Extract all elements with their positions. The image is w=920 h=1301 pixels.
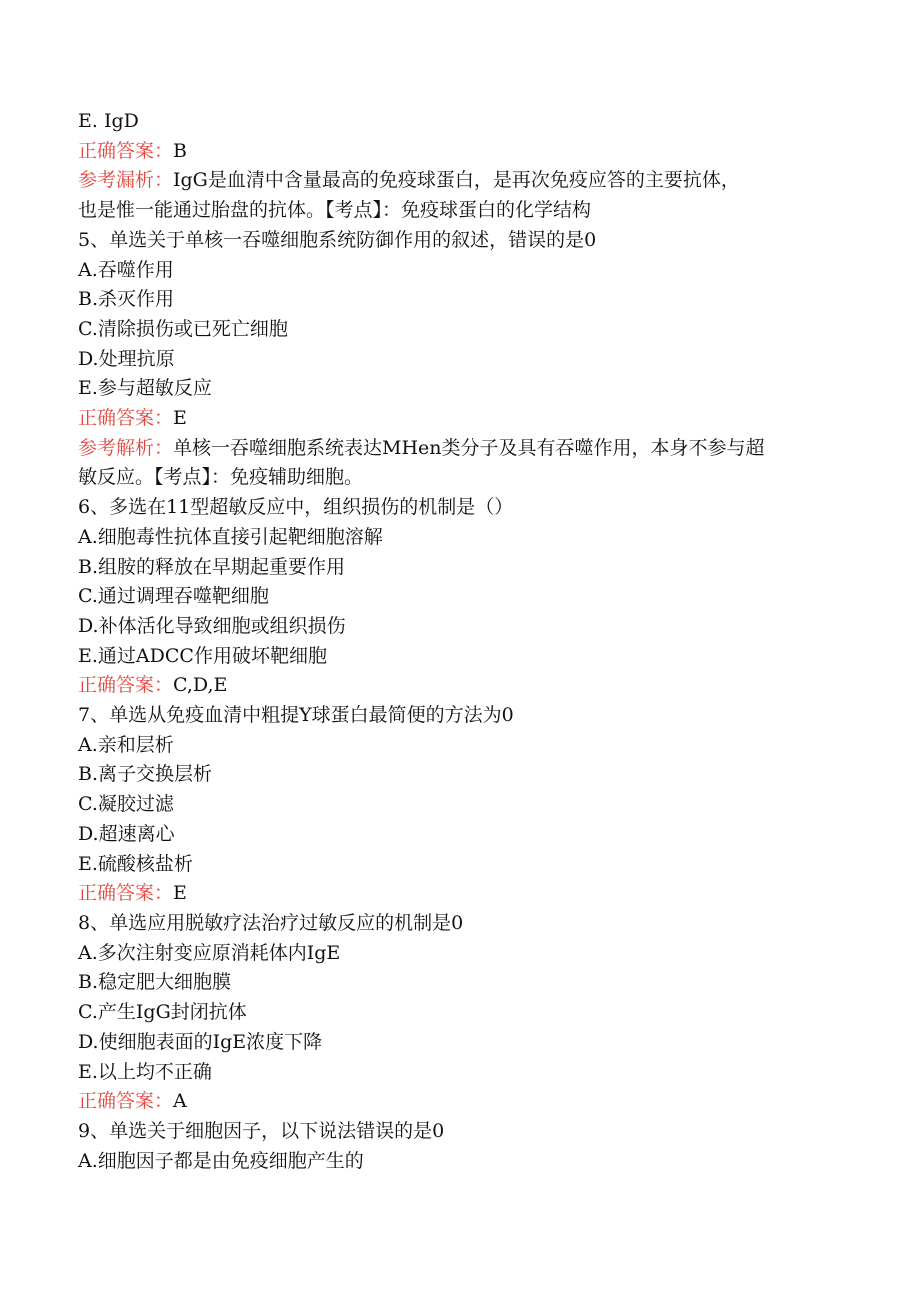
answer-line <box>78 1087 848 1117</box>
question-stem: 9、单选关于细胞因子，以下说法错误的是0 <box>78 1119 445 1142</box>
answer-option: A.细胞因子都是由免疫细胞产生的 <box>78 1149 364 1172</box>
answer-value: E <box>173 407 187 430</box>
answer-line <box>78 137 848 167</box>
answer-option: E.通过ADCC作用破坏靶细胞 <box>78 644 327 667</box>
answer-option: E.参与超敏反应 <box>78 377 212 400</box>
answer-option: C.通过调理吞噬靶细胞 <box>78 585 269 608</box>
answer-option: A.吞噬作用 <box>78 258 174 281</box>
answer-option: A.细胞毒性抗体直接引起靶细胞溶解 <box>78 525 383 548</box>
answer-value: E <box>173 882 187 905</box>
answer-line <box>78 879 848 909</box>
answer-line <box>78 671 848 701</box>
answer-option: B.离子交换层析 <box>78 763 213 786</box>
answer-label: 正确答案： <box>78 1090 174 1113</box>
answer-option: D.补体活化导致细胞或组织损伤 <box>78 614 346 637</box>
answer-label: 正确答案： <box>78 407 174 430</box>
question-stem: 7、单选从免疫血清中粗提Y球蛋白最简便的方法为0 <box>78 704 514 727</box>
answer-option: D.超速离心 <box>78 822 175 845</box>
answer-option: B.杀灭作用 <box>78 288 175 311</box>
answer-label: 正确答案： <box>78 139 174 162</box>
document-body <box>78 107 848 1176</box>
document-page <box>78 107 848 1176</box>
answer-option: D.使细胞表面的IgE浓度下降 <box>78 1030 323 1053</box>
analysis-line <box>78 166 848 196</box>
question-stem: 5、单选关于单核一吞噬细胞系统防御作用的叙述，错误的是0 <box>78 228 597 251</box>
answer-option: A.亲和层析 <box>78 733 174 756</box>
answer-label: 正确答案： <box>78 882 174 905</box>
answer-option: B.稳定肥大细胞膜 <box>78 971 232 994</box>
answer-option: C.清除损伤或已死亡细胞 <box>78 317 288 340</box>
question-stem: 8、单选应用脱敏疗法治疗过敏反应的机制是0 <box>78 911 464 934</box>
answer-line <box>78 404 848 434</box>
answer-value: B <box>173 139 187 162</box>
analysis-text: 单核一吞噬细胞系统表达MHen类分子及具有吞噬作用，本身不参与超 <box>173 436 765 459</box>
analysis-label: 参考漏析： <box>78 169 174 192</box>
answer-option: E.硫酸核盐析 <box>78 852 193 875</box>
answer-option: B.组胺的释放在早期起重要作用 <box>78 555 346 578</box>
answer-option: A.多次注射变应原消耗体内IgE <box>78 941 341 964</box>
answer-option: D.处理抗原 <box>78 347 175 370</box>
question-stem: 6、多选在11型超敏反应中，组织损伤的机制是（） <box>78 496 514 519</box>
analysis-line <box>78 434 848 464</box>
answer-option: C.凝胶过滤 <box>78 793 174 816</box>
answer-option: E.以上均不正确 <box>78 1060 212 1083</box>
analysis-label: 参考解析： <box>78 436 174 459</box>
text-line: 也是惟一能通过胎盘的抗体。【考点】：免疫球蛋白的化学结构 <box>78 199 592 222</box>
answer-value: A <box>173 1090 187 1113</box>
answer-value: C,D,E <box>173 674 228 697</box>
answer-label: 正确答案： <box>78 674 174 697</box>
text-line: 敏反应。【考点】：免疫辅助细胞。 <box>78 466 364 489</box>
analysis-text: IgG是血清中含量最高的免疫球蛋白，是再次免疫应答的主要抗体， <box>173 169 740 192</box>
answer-option: E. IgD <box>78 110 139 132</box>
answer-option: C.产生IgG封闭抗体 <box>78 1001 247 1024</box>
